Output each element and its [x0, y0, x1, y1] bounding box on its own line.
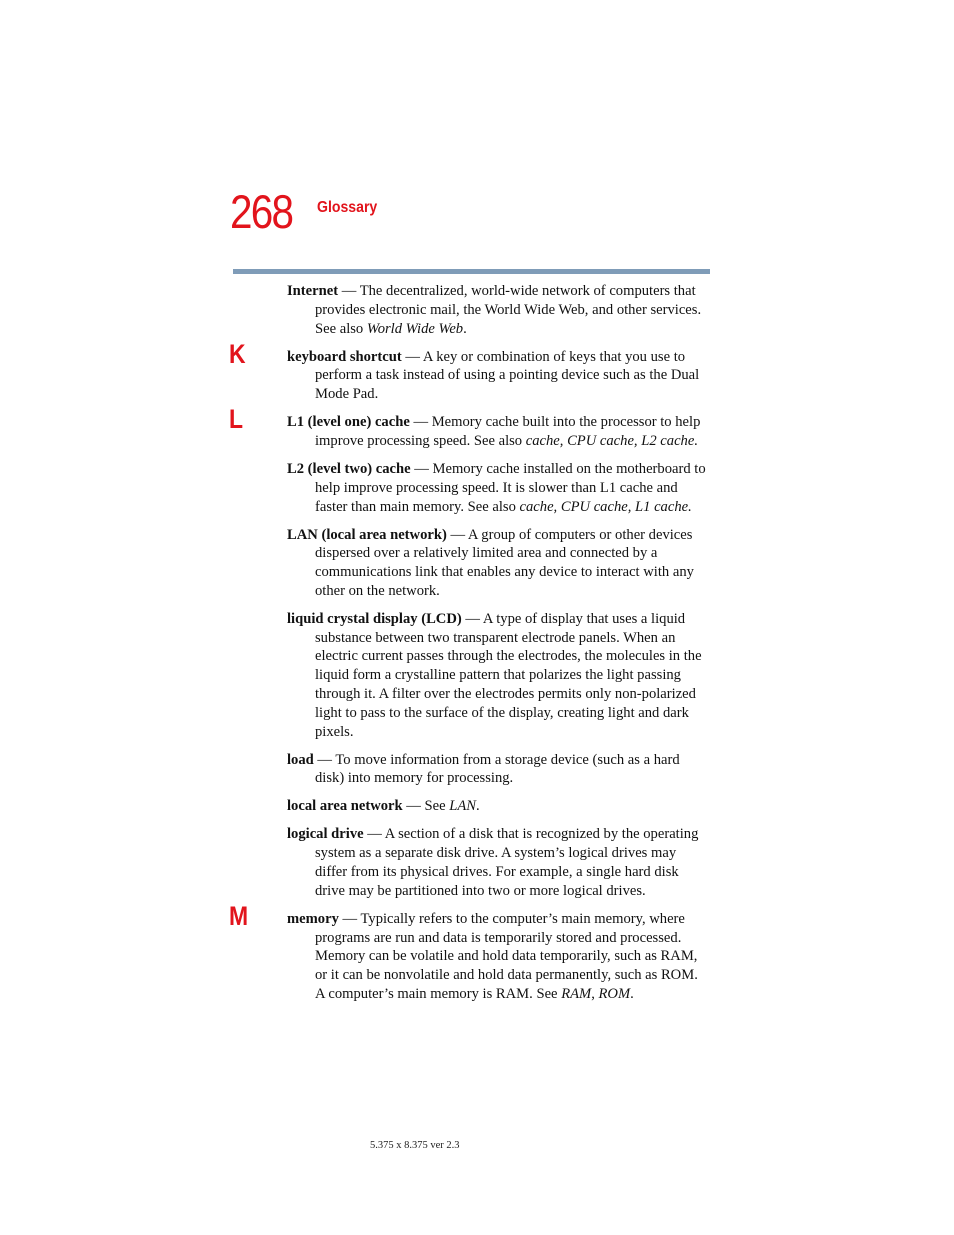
glossary-punct: ,	[591, 985, 599, 1002]
section-title: Glossary	[317, 199, 378, 216]
glossary-term: Internet	[287, 283, 339, 299]
glossary-term: memory	[287, 910, 339, 927]
footer-version: 5.375 x 8.375 ver 2.3	[370, 1140, 460, 1151]
glossary-entry-lcd	[287, 610, 709, 742]
glossary-reference: LAN	[449, 798, 477, 815]
glossary-term: local area network	[287, 798, 403, 815]
section-letter-m: M	[229, 900, 249, 931]
glossary-definition: — A type of display that uses a liquid substance between two transparent electrode panels. When an electric current passes through the electrodes, the molecules in the liquid form a crystalline pattern that polarizes the light passing through it. A filter over the electrodes permits only non-polarized light to pass to the surface of the display, creating light and dark pixels.	[315, 610, 702, 740]
glossary-definition: — The decentralized, world-wide network of computers that provides electronic mail, the World Wide Web, and other services. See also	[315, 283, 702, 337]
glossary-definition: — Typically refers to the computer’s main memory, where programs are run and data is temporarily stored and processed. Memory can be volatile and hold data temporarily, such as RAM, or it can be nonvolatile and hold data permanently, such as ROM. A computer’s main memory is RAM. See	[315, 910, 698, 1002]
glossary-reference: ROM	[598, 985, 631, 1002]
glossary-term: L2 (level two) cache	[287, 460, 411, 477]
glossary-reference: RAM	[561, 985, 592, 1002]
glossary-term: logical drive	[287, 826, 364, 843]
section-letter-k: K	[229, 338, 246, 369]
glossary-definition: — Memory cache built into the processor to help improve processing speed. See also	[315, 414, 701, 449]
section-letter-l: L	[229, 404, 244, 435]
glossary-entry-l2-cache	[287, 460, 709, 516]
glossary-definition: — A key or combination of keys that you use to perform a task instead of using a pointing device such as the Dual Mode Pad.	[315, 348, 700, 403]
glossary-term: LAN (local area network)	[287, 526, 447, 543]
glossary-definition: — To move information from a storage device (such as a hard disk) into memory for processing.	[313, 751, 680, 787]
glossary-term: load	[287, 751, 314, 768]
glossary-punct: .	[463, 320, 467, 337]
glossary-entry-keyboard-shortcut	[229, 338, 709, 404]
glossary-term: liquid crystal display (LCD)	[287, 610, 462, 627]
glossary-entry-l1-cache	[229, 404, 709, 451]
page-number: 268	[230, 185, 293, 238]
glossary-reference: cache, CPU cache, L2 cache.	[525, 432, 698, 449]
glossary-list	[229, 282, 709, 1013]
glossary-reference: World Wide Web	[366, 320, 464, 337]
glossary-entry-lan	[287, 526, 709, 601]
glossary-reference: cache, CPU cache, L1 cache.	[519, 498, 692, 515]
glossary-definition: — A group of computers or other devices dispersed over a relatively limited area and connected by a communications link that enables any device to interact with any other on the network.	[315, 526, 694, 599]
glossary-definition: — Memory cache installed on the motherboard to help improve processing speed. It is slower than L1 cache and faster than main memory. See also	[315, 460, 706, 515]
glossary-term: keyboard shortcut	[287, 348, 402, 365]
glossary-entry-memory	[229, 900, 709, 1004]
glossary-definition: — See	[402, 798, 450, 815]
glossary-entry-load	[287, 751, 709, 789]
glossary-entry-local-area-network	[287, 797, 709, 816]
glossary-entry-logical-drive	[287, 825, 709, 900]
glossary-entry-internet	[287, 282, 709, 338]
glossary-definition: — A section of a disk that is recognized by the operating system as a separate disk drive. A system’s logical drives may differ from its physical drives. For example, a single hard disk drive may be partitioned into two or more logical drives.	[315, 826, 699, 899]
glossary-term: L1 (level one) cache	[287, 414, 410, 431]
glossary-punct: .	[630, 985, 634, 1002]
glossary-punct: .	[476, 798, 480, 815]
header-rule	[233, 269, 710, 274]
